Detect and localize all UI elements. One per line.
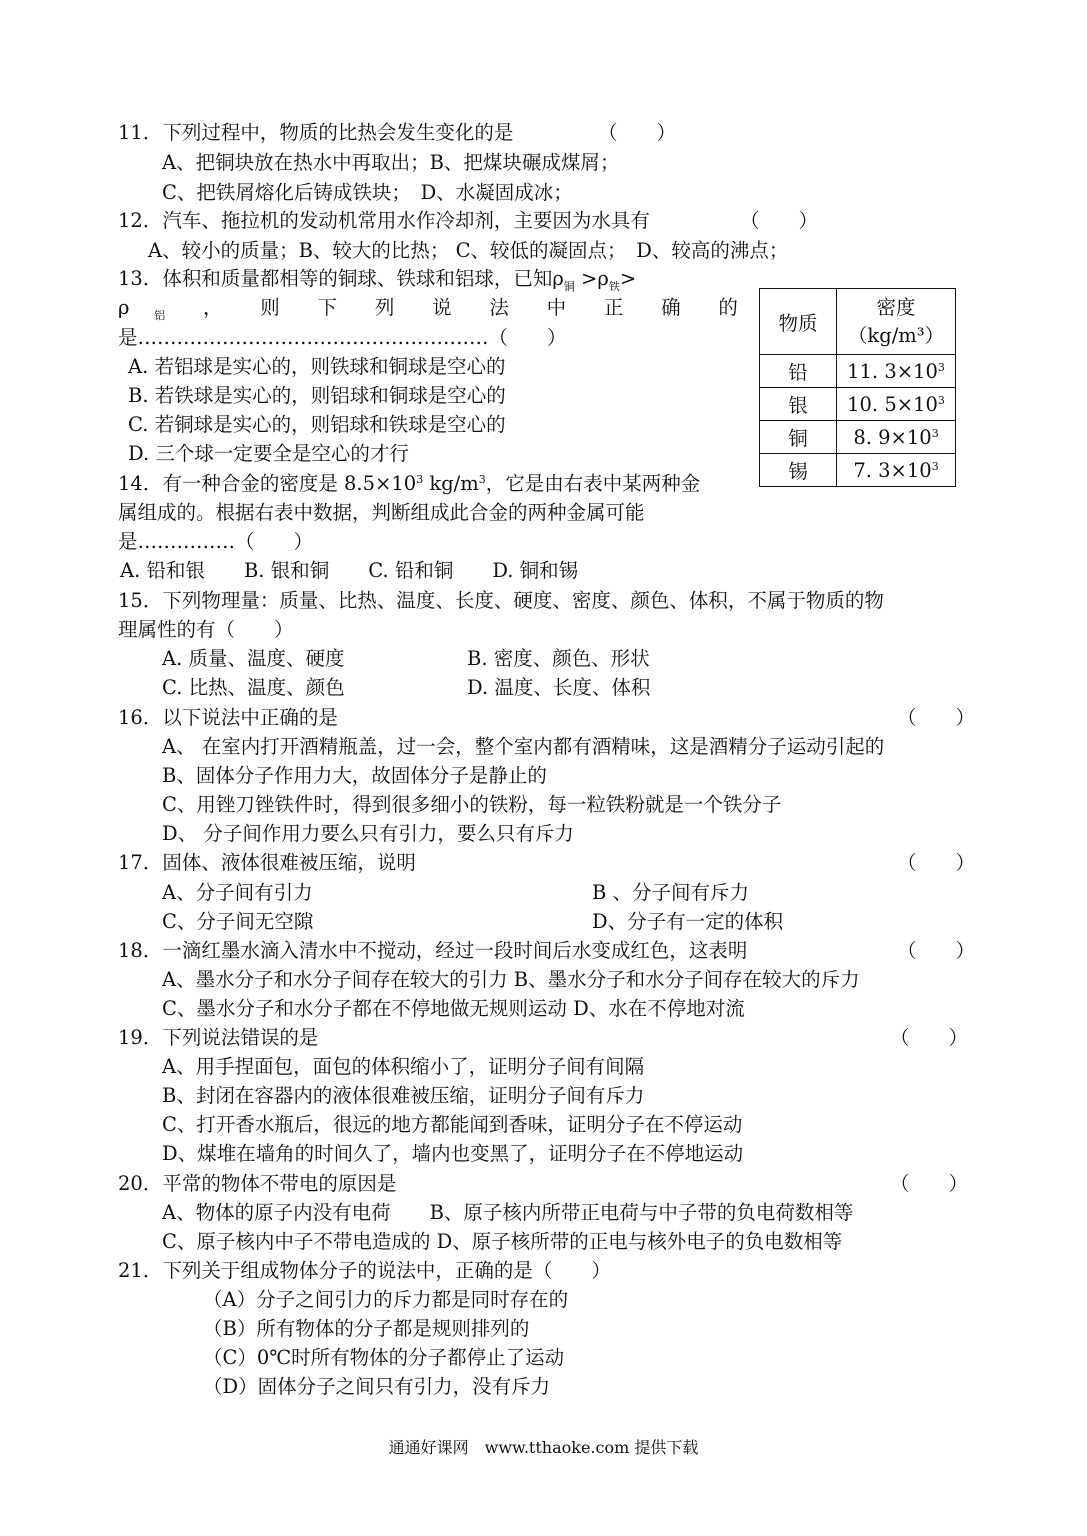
q14-text-c: ，它是由右表中某两种金 bbox=[485, 472, 701, 495]
q19-stem: 19．下列说法错误的是 bbox=[118, 1026, 319, 1049]
q15-line2: 理属性的有（ ） bbox=[118, 618, 294, 641]
q13-stem-text: 13．体积和质量都相等的铜球、铁球和铝球，已知 bbox=[118, 267, 553, 290]
greater-than: > bbox=[581, 267, 598, 290]
q20-answer-bracket: （ ） bbox=[890, 1172, 969, 1195]
density-row bbox=[760, 388, 956, 421]
density-row-value bbox=[837, 421, 956, 454]
q14-line3: 是……………（ ） bbox=[118, 530, 314, 553]
q20-stem: 20．平常的物体不带电的原因是 bbox=[118, 1172, 397, 1195]
q13-option-b: B. 若铁球是实心的，则铝球和铜球是空心的 bbox=[128, 384, 506, 407]
rho-symbol: ρ bbox=[118, 296, 130, 319]
density-mantissa: 11. 3×10 bbox=[847, 359, 938, 383]
q14-options: A. 铅和银 B. 银和铜 C. 铅和铜 D. 铜和锡 bbox=[120, 559, 579, 582]
header-density-label: 密度 bbox=[876, 295, 916, 319]
q21-option-b: （B）所有物体的分子都是规则排列的 bbox=[203, 1317, 530, 1340]
density-row-name: 铜 bbox=[760, 421, 837, 454]
q13-word: 的 bbox=[718, 296, 738, 319]
density-row bbox=[760, 355, 956, 388]
q14-text-a: 14．有一种合金的密度是 8.5×10 bbox=[118, 472, 417, 495]
q16-answer-bracket: （ ） bbox=[897, 706, 976, 729]
q19-option-b: B、封闭在容器内的液体很难被压缩，证明分子间有斥力 bbox=[162, 1084, 645, 1107]
q13-word: 说 bbox=[432, 296, 452, 319]
q12-stem: 12．汽车、拖拉机的发动机常用水作冷却剂，主要因为水具有 bbox=[118, 209, 650, 232]
q13-option-d: D. 三个球一定要全是空心的才行 bbox=[128, 442, 409, 465]
q13-option-a: A. 若铝球是实心的，则铁球和铜球是空心的 bbox=[128, 355, 506, 378]
q15-option-d: D. 温度、长度、体积 bbox=[467, 676, 651, 699]
q14-line2: 属组成的。根据右表中数据，判断组成此合金的两种金属可能 bbox=[118, 501, 645, 524]
header-density-unit: （kg/m³） bbox=[847, 323, 945, 347]
q13-word: 正 bbox=[603, 296, 624, 319]
rho-symbol: ρ bbox=[597, 267, 609, 290]
q11-options-1: A、把铜块放在热水中再取出；B、把煤块碾成煤屑； bbox=[162, 151, 620, 174]
q16-option-b: B、固体分子作用力大，故固体分子是静止的 bbox=[162, 764, 547, 787]
q16-option-a: A、 在室内打开酒精瓶盖，过一会，整个室内都有酒精味，这是酒精分子运动引起的 bbox=[162, 735, 885, 758]
q18-options-2: C、墨水分子和水分子都在不停地做无规则运动 D、水在不停地对流 bbox=[162, 997, 745, 1020]
q14-text-b: kg/m bbox=[423, 472, 479, 495]
density-row-value bbox=[837, 454, 956, 487]
density-row-name: 铅 bbox=[760, 355, 837, 388]
q17-option-b: B 、分子间有斥力 bbox=[592, 881, 750, 904]
rho-symbol: ρ bbox=[552, 267, 564, 290]
q21-option-d: （D）固体分子之间只有引力，没有斥力 bbox=[203, 1375, 551, 1398]
q14-line1 bbox=[118, 471, 700, 497]
q21-option-a: （A）分子之间引力的斥力都是同时存在的 bbox=[203, 1288, 569, 1311]
q13-option-c: C. 若铜球是实心的，则铝球和铁球是空心的 bbox=[128, 413, 506, 436]
subscript-aluminum: 铝 bbox=[154, 309, 166, 322]
q17-option-c: C、分子间无空隙 bbox=[162, 910, 314, 933]
q17-option-d: D、分子有一定的体积 bbox=[592, 910, 784, 933]
rho-aluminum bbox=[118, 295, 165, 329]
header-substance: 物质 bbox=[760, 289, 837, 355]
q21-stem: 21．下列关于组成物体分子的说法中，正确的是（ ） bbox=[118, 1259, 611, 1282]
density-row bbox=[760, 454, 956, 487]
q16-option-c: C、用锉刀锉铁件时，得到很多细小的铁粉，每一粒铁粉就是一个铁分子 bbox=[162, 793, 782, 816]
q13-stem-line3: 是………………………………………………（ ） bbox=[118, 326, 567, 349]
q18-answer-bracket: （ ） bbox=[897, 939, 976, 962]
q20-options-2: C、原子核内中子不带电造成的 D、原子核所带的正电与核外电子的负电数相等 bbox=[162, 1230, 843, 1253]
q15-option-c: C. 比热、温度、颜色 bbox=[162, 676, 345, 699]
q16-option-d: D、 分子间作用力要么只有引力，要么只有斥力 bbox=[162, 822, 574, 845]
q16-stem: 16．以下说法中正确的是 bbox=[118, 706, 338, 729]
q17-stem: 17．固体、液体很难被压缩，说明 bbox=[118, 851, 416, 874]
q13-word: ， bbox=[203, 296, 223, 319]
q13-stem-line2 bbox=[118, 295, 738, 329]
density-mantissa: 7. 3×10 bbox=[853, 458, 932, 482]
q12-answer-bracket: （ ） bbox=[740, 209, 819, 232]
q19-option-d: D、煤堆在墙角的时间久了，墙内也变黑了，证明分子在不停地运动 bbox=[162, 1142, 744, 1165]
q14-exponent: 3 bbox=[478, 473, 486, 486]
q18-stem: 18．一滴红墨水滴入清水中不搅动，经过一段时间后水变成红色，这表明 bbox=[118, 939, 748, 962]
q17-answer-bracket: （ ） bbox=[897, 851, 976, 874]
q19-answer-bracket: （ ） bbox=[890, 1026, 969, 1049]
q11-stem-text: 11．下列过程中，物质的比热会发生变化的是 bbox=[118, 121, 514, 144]
q14-exponent: 3 bbox=[416, 473, 424, 486]
subscript-copper: 铜 bbox=[563, 280, 575, 293]
q13-word: 中 bbox=[546, 296, 567, 319]
page-footer: 通通好课网 www.tthaoke.com 提供下载 bbox=[388, 1438, 699, 1457]
q13-word: 确 bbox=[661, 296, 681, 319]
q15-option-b: B. 密度、颜色、形状 bbox=[467, 647, 650, 670]
q11-stem bbox=[118, 120, 513, 146]
q13-word: 法 bbox=[489, 296, 509, 319]
q11-options-2: C、把铁屑熔化后铸成铁块； D、水凝固成冰； bbox=[162, 181, 573, 204]
density-exponent: 3 bbox=[937, 393, 945, 407]
q13-word: 下 bbox=[317, 296, 338, 319]
density-table-header bbox=[760, 289, 956, 355]
q11-answer-bracket: （ ） bbox=[598, 121, 677, 144]
density-row-value bbox=[837, 388, 956, 421]
density-exponent: 3 bbox=[937, 360, 945, 374]
q15-option-a: A. 质量、温度、硬度 bbox=[162, 647, 345, 670]
density-row-name: 银 bbox=[760, 388, 837, 421]
density-table bbox=[759, 288, 956, 487]
density-row-name: 锡 bbox=[760, 454, 837, 487]
density-mantissa: 8. 9×10 bbox=[853, 425, 932, 449]
q20-options-1: A、物体的原子内没有电荷 B、原子核内所带正电荷与中子带的负电荷数相等 bbox=[162, 1201, 854, 1224]
subscript-iron: 铁 bbox=[608, 280, 620, 293]
header-density bbox=[837, 289, 956, 355]
density-exponent: 3 bbox=[931, 459, 939, 473]
density-exponent: 3 bbox=[931, 426, 939, 440]
density-mantissa: 10. 5×10 bbox=[847, 392, 938, 416]
q13-word: 列 bbox=[374, 296, 395, 319]
q19-option-a: A、用手捏面包，面包的体积缩小了，证明分子间有间隔 bbox=[162, 1055, 645, 1078]
greater-than: > bbox=[619, 267, 637, 290]
q21-option-c: （C）0℃时所有物体的分子都停止了运动 bbox=[203, 1346, 565, 1369]
density-row bbox=[760, 421, 956, 454]
q17-option-a: A、分子间有引力 bbox=[162, 881, 313, 904]
q18-options-1: A、墨水分子和水分子间存在较大的引力 B、墨水分子和水分子间存在较大的斥力 bbox=[162, 968, 860, 991]
q15-line1: 15．下列物理量：质量、比热、温度、长度、硬度、密度、颜色、体积，不属于物质的物 bbox=[118, 589, 884, 612]
q12-options: A、较小的质量；B、较大的比热； C、较低的凝固点； D、较高的沸点； bbox=[148, 239, 789, 262]
q19-option-c: C、打开香水瓶后，很远的地方都能闻到香味，证明分子在不停运动 bbox=[162, 1113, 743, 1136]
q13-word: 则 bbox=[260, 296, 280, 319]
density-row-value bbox=[837, 355, 956, 388]
